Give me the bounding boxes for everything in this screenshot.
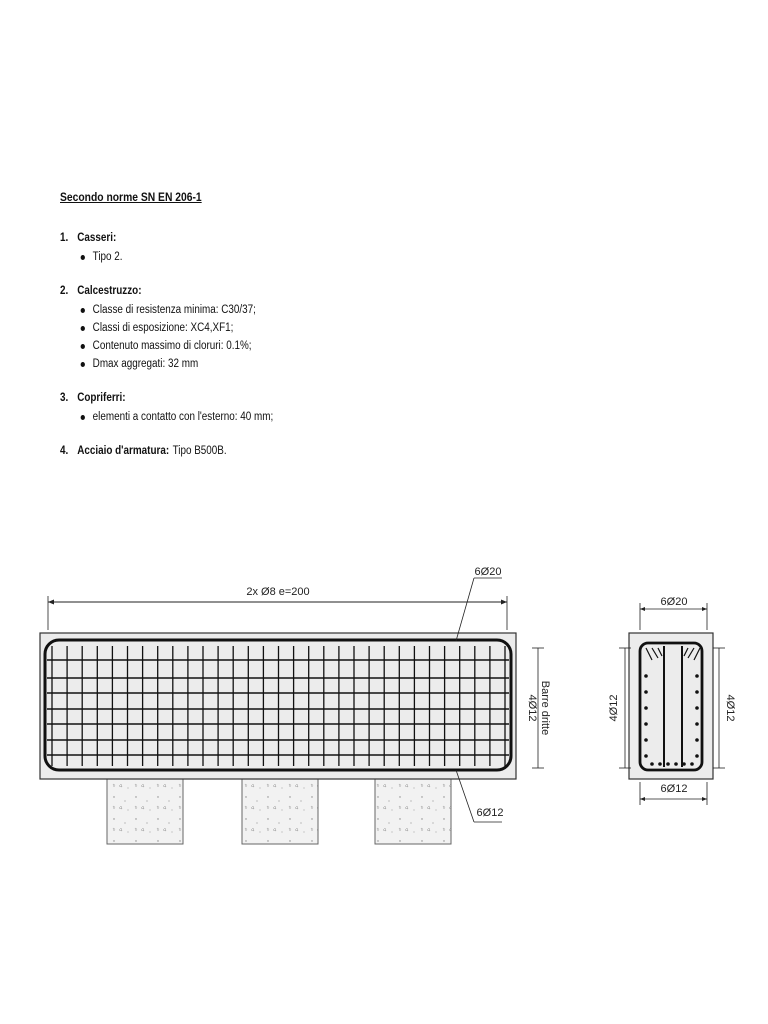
rebar-dot [644, 706, 648, 710]
rebar-dot [695, 754, 699, 758]
rebar-dot [658, 762, 662, 766]
rebar-dot [644, 754, 648, 758]
section-left-label: 4Ø12 [608, 694, 620, 722]
list-item: Classe di resistenza minima: C30/37; [81, 301, 422, 319]
section-outline [629, 633, 713, 779]
rebar-dot [650, 762, 654, 766]
section-top-label: 6Ø20 [660, 596, 688, 608]
rebar-dot [695, 690, 699, 694]
list-item: Classi di esposizione: XC4,XF1; [81, 319, 422, 337]
rebar-dot [644, 722, 648, 726]
beam-cross-section [608, 596, 736, 805]
support-pier [242, 779, 318, 844]
rebar-dot [695, 674, 699, 678]
bottom-bars-label: 6Ø12 [476, 807, 504, 819]
section-number: 4. [60, 445, 69, 457]
list-item: Dmax aggregati: 32 mm [81, 355, 422, 373]
section-heading: Calcestruzzo: [77, 285, 142, 297]
rebar-dot [644, 690, 648, 694]
support-pier [375, 779, 451, 844]
section-number: 2. [60, 285, 69, 297]
support-pier [107, 779, 183, 844]
rebar-dot [695, 722, 699, 726]
rebar-dot [674, 762, 678, 766]
rebar-dot [682, 762, 686, 766]
spec-title: Secondo norme SN EN 206-1 [60, 190, 202, 204]
rebar-dot [644, 674, 648, 678]
stirrup-label: 2x Ø8 e=200 [246, 586, 310, 598]
list-item: Contenuto massimo di cloruri: 0.1%; [81, 337, 422, 355]
rebar-dot [695, 738, 699, 742]
side-bars-label: 4Ø12 [526, 694, 538, 722]
section-heading: Copriferri: [77, 392, 126, 404]
section-right-label: 4Ø12 [724, 694, 736, 722]
section-number: 1. [60, 232, 69, 244]
section-inline-value: Tipo B500B. [172, 445, 227, 457]
list-item: Tipo 2. [81, 248, 422, 266]
list-item: elementi a contatto con l'esterno: 40 mm; [81, 408, 422, 426]
rebar-dot [695, 706, 699, 710]
beam-elevation [40, 566, 551, 844]
rebar-dot [644, 738, 648, 742]
section-heading: Acciaio d'armatura: [77, 445, 170, 457]
side-note-label: Barre dritte [539, 680, 551, 736]
section-heading: Casseri: [77, 232, 117, 244]
section-number: 3. [60, 392, 69, 404]
rebar-dot [666, 762, 670, 766]
top-bars-label: 6Ø20 [474, 566, 502, 578]
rebar-dot [690, 762, 694, 766]
section-bottom-label: 6Ø12 [660, 783, 688, 795]
